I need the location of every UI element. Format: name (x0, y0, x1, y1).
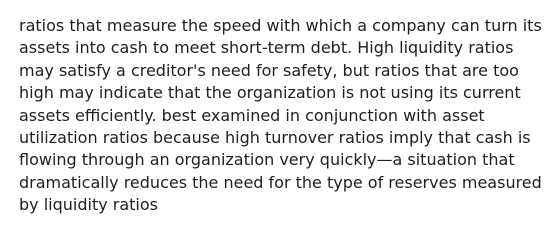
answer-line: high may indicate that the organization is not using its current (19, 83, 521, 103)
answer-line: by liquidity ratios (19, 195, 158, 215)
answer-line: flowing through an organization very quickly—a situation that (19, 150, 515, 170)
answer-line: may satisfy a creditor's need for safety, but ratios that are too (19, 60, 519, 80)
answer-line: assets into cash to meet short-term debt. High liquidity ratios (19, 38, 514, 58)
answer-line: dramatically reduces the need for the type of reserves measured (19, 172, 542, 192)
answer-line: utilization ratios because high turnover ratios imply that cash is (19, 128, 531, 148)
answer-line: assets efficiently. best examined in conjunction with asset (19, 105, 485, 125)
answer-text (19, 15, 547, 217)
answer-line: ratios that measure the speed with which a company can turn its (19, 16, 542, 35)
